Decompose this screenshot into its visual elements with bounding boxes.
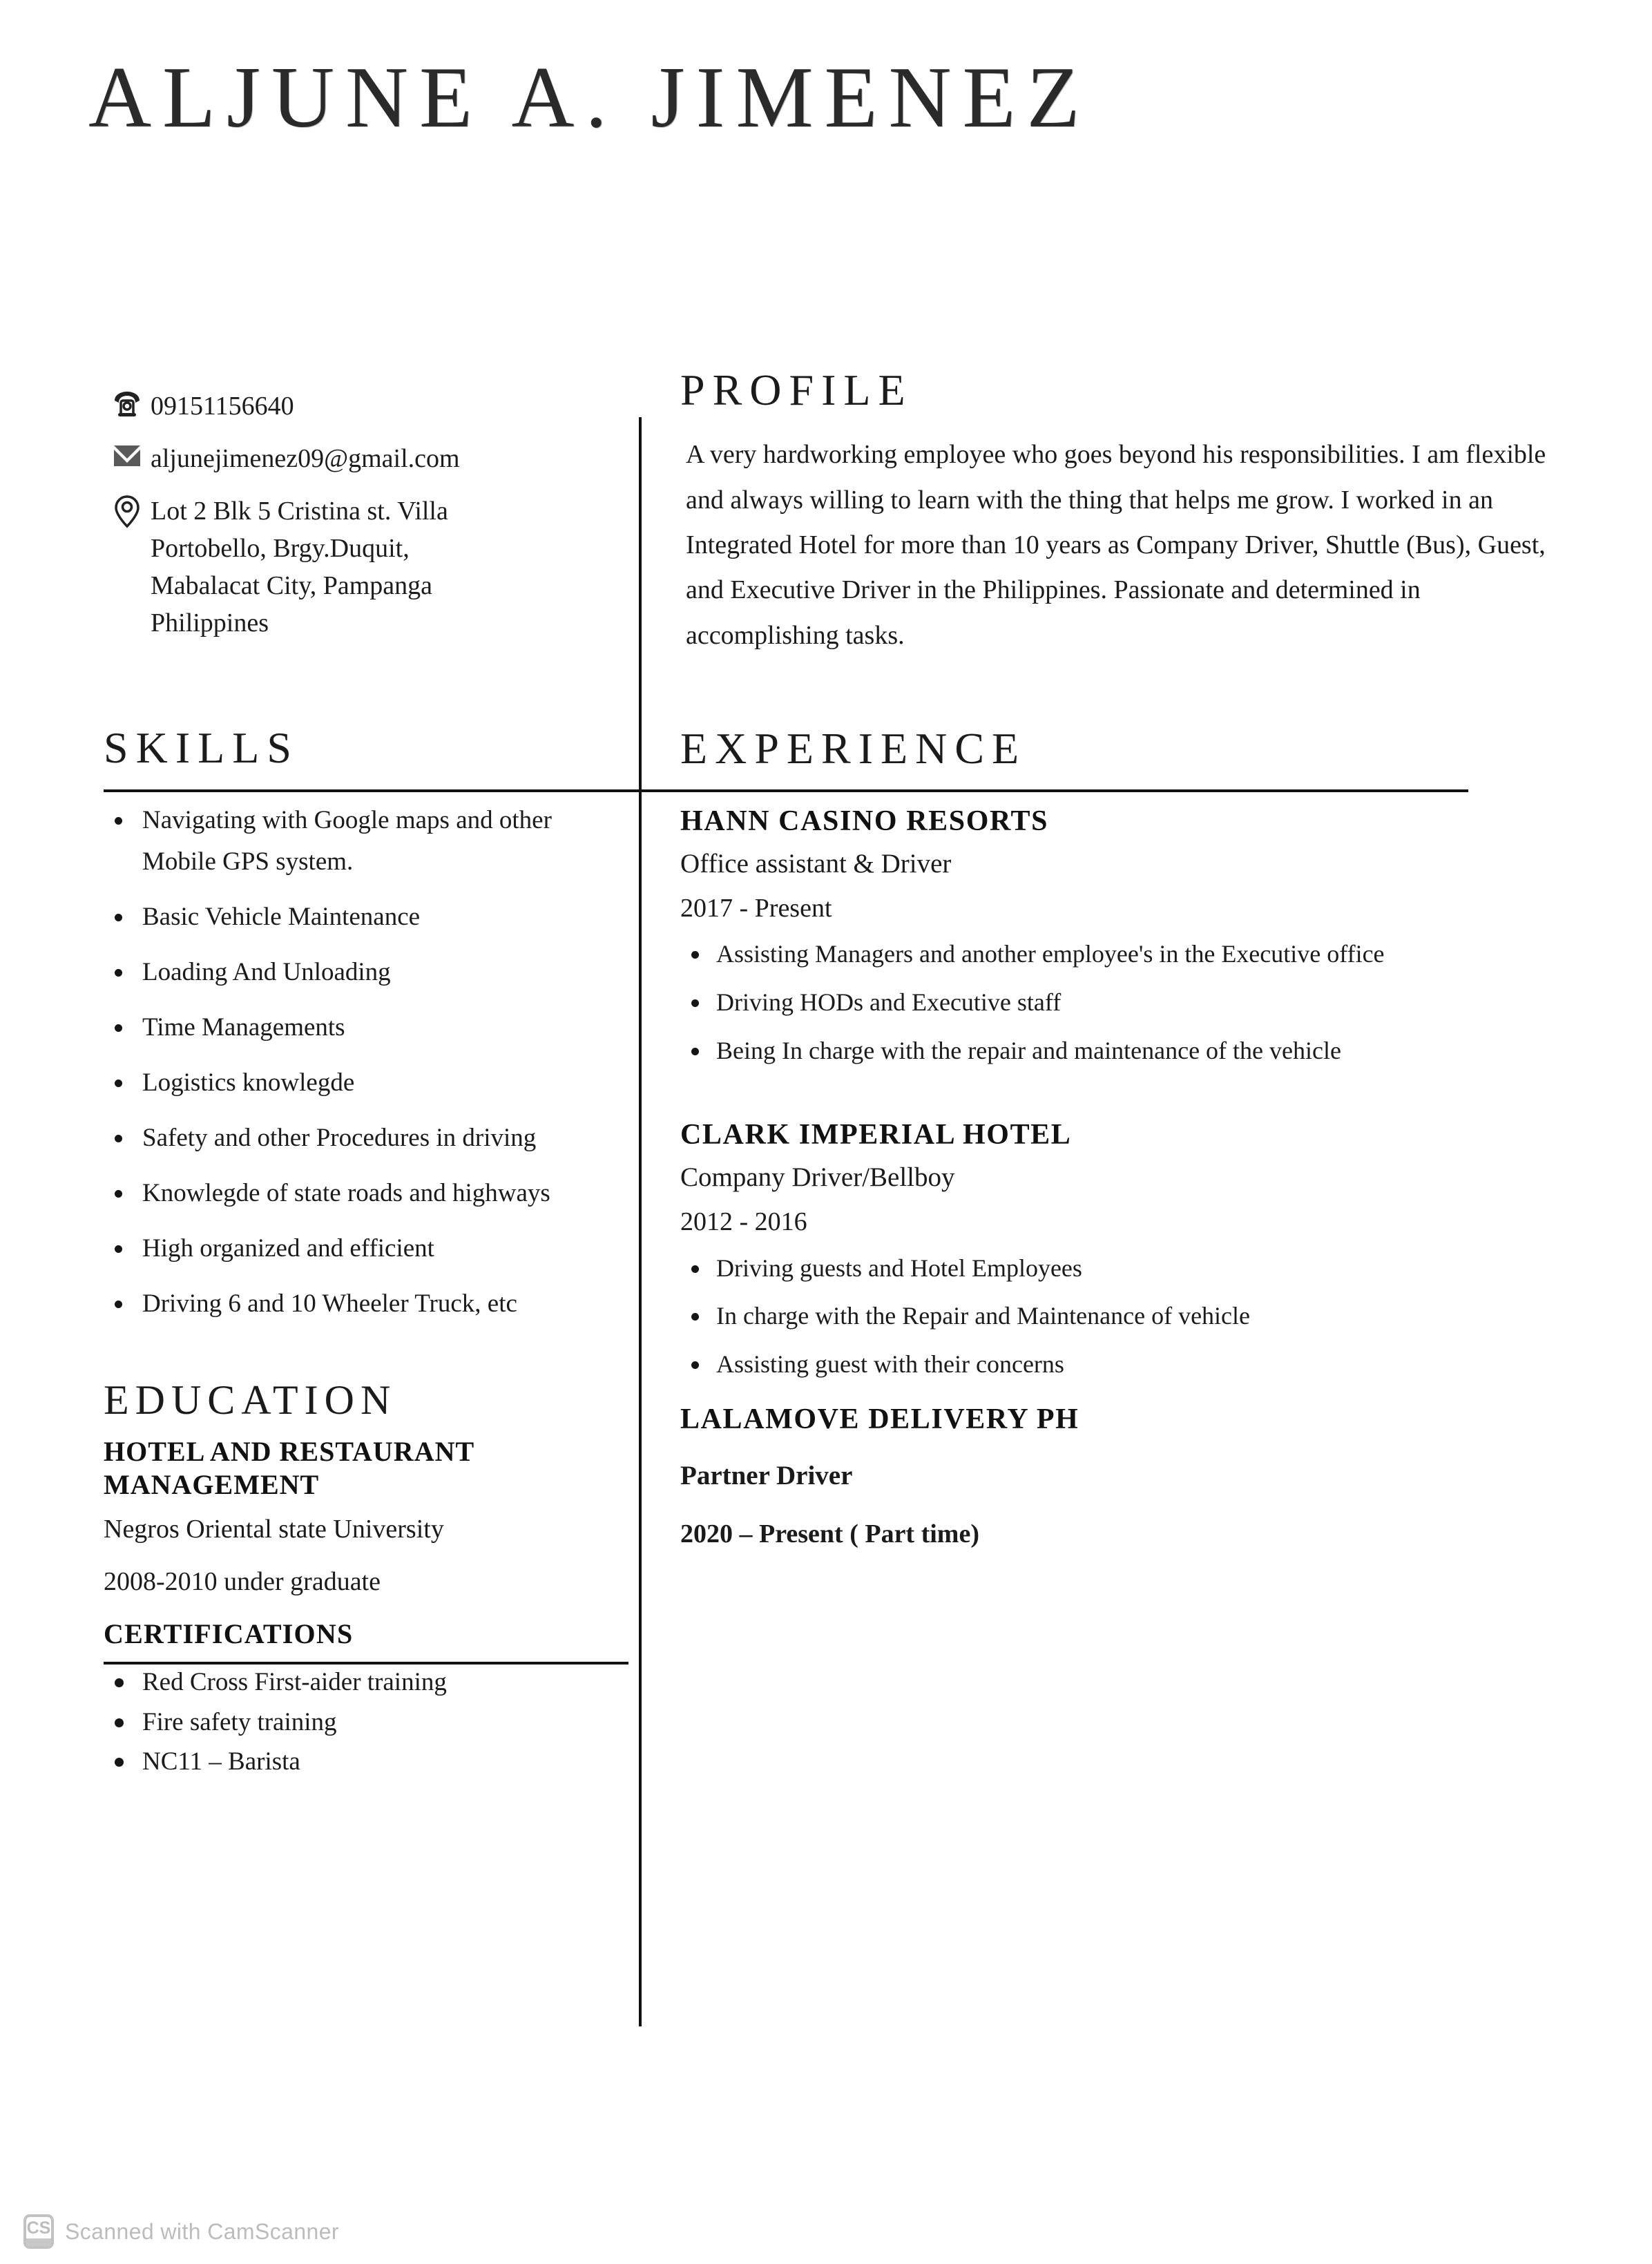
list-item: Fire safety training [104,1704,615,1741]
contact-email-value: aljunejimenez09@gmail.com [151,444,460,473]
list-item: Red Cross First-aider training [104,1664,615,1701]
experience-dates: 2012 - 2016 [680,1207,807,1236]
experience-role: Partner Driver [680,1461,853,1491]
column-divider-vertical [639,417,642,2026]
list-item: Loading And Unloading [104,952,615,993]
list-item: Logistics knowlegde [104,1062,615,1104]
experience-role: Office assistant & Driver [680,848,952,879]
contact-row-address [104,492,615,642]
education-degree: HOTEL AND RESTAURANT MANAGEMENT [104,1435,474,1501]
phone-icon [104,387,151,431]
camscanner-watermark [23,2214,339,2249]
profile-heading: PROFILE [680,365,913,414]
education-heading: EDUCATION [104,1376,397,1423]
list-item: Assisting Managers and another employee's in the Executive office [680,935,1571,974]
contact-row-phone [104,387,615,431]
list-item: Basic Vehicle Maintenance [104,896,615,938]
certifications-list [104,1664,615,1781]
experience-entry [680,1117,1571,1384]
skills-heading: SKILLS [104,722,299,772]
experience-entry [680,804,1571,1071]
experience-entry [680,1402,1571,1551]
experience-dates: 2020 – Present ( Part time) [680,1519,979,1549]
list-item: Driving 6 and 10 Wheeler Truck, etc [104,1283,615,1325]
contact-row-email [104,439,615,483]
certifications-heading: CERTIFICATIONS [104,1618,354,1650]
contact-block [104,387,615,642]
profile-body-text: A very hardworking employee who goes beyond his responsibilities. I am flexible and always willing to learn with the thing that helps me grow. I worked in an Integrated Hotel for more than 10 years as Company Driver, Shuttle (Bus), Guest, and Executive Driver in the Philippines. Passionate and determined in accomplishing tasks. [686,440,1546,650]
list-item: Assisting guest with their concerns [680,1345,1571,1384]
map-pin-icon [104,492,151,536]
address-line-3: Mabalacat City, Pampanga [151,570,433,600]
left-column [104,387,615,1783]
experience-bullets [680,1249,1571,1384]
experience-section [680,725,1571,1551]
list-item: Driving guests and Hotel Employees [680,1249,1571,1288]
experience-bullets [680,935,1571,1070]
experience-company: LALAMOVE DELIVERY PH [680,1403,1079,1435]
skills-section [104,724,615,1325]
right-column [680,366,1571,1562]
address-line-2: Portobello, Brgy.Duquit, [151,533,410,563]
list-item: Time Managements [104,1007,615,1048]
education-period: 2008-2010 under graduate [104,1566,381,1596]
contact-address-value [151,492,448,642]
experience-spacer [680,1080,1571,1117]
envelope-icon [104,439,151,483]
experience-company: HANN CASINO RESORTS [680,805,1049,837]
address-line-4: Philippines [151,608,269,637]
education-section [104,1377,615,1781]
list-item: Safety and other Procedures in driving [104,1117,615,1159]
address-line-1: Lot 2 Blk 5 Cristina st. Villa [151,497,448,526]
list-item: Driving HODs and Executive staff [680,984,1571,1022]
skills-list [104,800,615,1324]
experience-dates: 2017 - Present [680,893,832,923]
list-item: NC11 – Barista [104,1743,615,1781]
experience-role: Company Driver/Bellboy [680,1162,955,1193]
list-item: High organized and efficient [104,1228,615,1269]
list-item: Navigating with Google maps and other Mobile GPS system. [104,800,615,883]
list-item: In charge with the Repair and Maintenance of vehicle [680,1297,1571,1336]
list-item: Being In charge with the repair and maintenance of the vehicle [680,1032,1571,1071]
profile-section [680,366,1571,658]
page-title: ALJUNE A. JIMENEZ [88,50,1091,146]
contact-phone-value: 09151156640 [151,392,294,421]
education-school: Negros Oriental state University [104,1515,444,1544]
experience-heading: EXPERIENCE [680,724,1027,774]
camscanner-logo-icon: CS [23,2214,54,2249]
experience-company: CLARK IMPERIAL HOTEL [680,1118,1072,1151]
camscanner-label: Scanned with CamScanner [65,2218,339,2244]
list-item: Knowlegde of state roads and highways [104,1173,615,1214]
